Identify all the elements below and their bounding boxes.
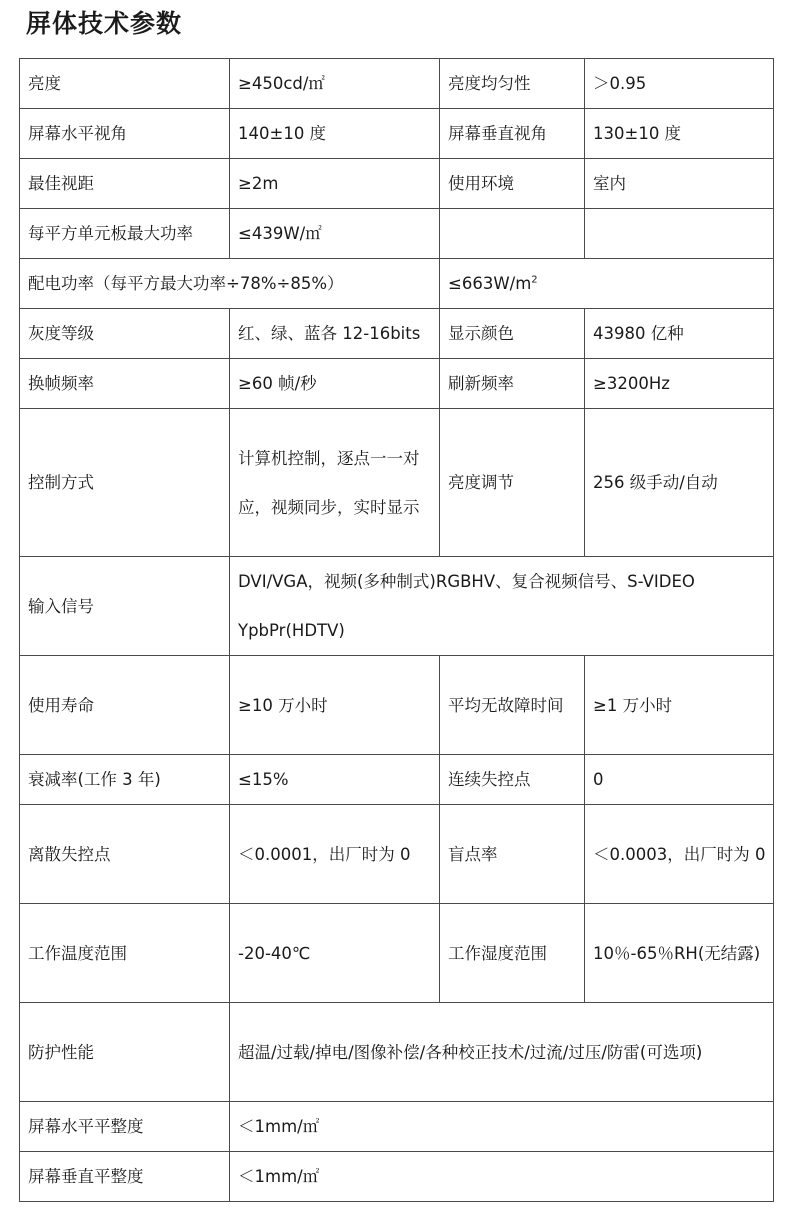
param-value: ≥450cd/㎡: [230, 59, 440, 109]
table-row: [20, 109, 774, 159]
param-name: 每平方单元板最大功率: [20, 209, 230, 259]
param-name: 配电功率（每平方最大功率÷78%÷85%）: [20, 259, 440, 309]
param-name: 亮度: [20, 59, 230, 109]
table-row: [20, 1152, 774, 1202]
param-value: -20-40℃: [230, 904, 440, 1003]
table-row: [20, 409, 774, 557]
table-row: [20, 904, 774, 1003]
param-value: ＜0.0003，出厂时为 0: [585, 805, 774, 904]
param-name: 盲点率: [440, 805, 585, 904]
value-text: ≤663W/m: [448, 274, 532, 293]
param-name: 使用寿命: [20, 656, 230, 755]
table-row: [20, 1102, 774, 1152]
param-value: ≥10 万小时: [230, 656, 440, 755]
param-value: 43980 亿种: [585, 309, 774, 359]
param-name: 屏幕水平视角: [20, 109, 230, 159]
param-value: 计算机控制，逐点一一对应，视频同步，实时显示: [230, 409, 440, 557]
empty-cell: [440, 209, 585, 259]
param-name: 平均无故障时间: [440, 656, 585, 755]
param-name: 刷新频率: [440, 359, 585, 409]
param-value: ≥2m: [230, 159, 440, 209]
table-row: [20, 159, 774, 209]
table-row: [20, 359, 774, 409]
param-value: ＜1mm/㎡: [230, 1102, 774, 1152]
param-value: ≥60 帧/秒: [230, 359, 440, 409]
param-name: 输入信号: [20, 557, 230, 656]
param-name: 最佳视距: [20, 159, 230, 209]
param-name: 使用环境: [440, 159, 585, 209]
param-name: 换帧频率: [20, 359, 230, 409]
param-name: 屏幕水平平整度: [20, 1102, 230, 1152]
table-row: [20, 309, 774, 359]
param-value: ＜1mm/㎡: [230, 1152, 774, 1202]
param-name: 屏幕垂直视角: [440, 109, 585, 159]
param-value: [440, 259, 774, 309]
param-value: ≤439W/㎡: [230, 209, 440, 259]
param-value: DVI/VGA，视频(多种制式)RGBHV、复合视频信号、S-VIDEO YpbPr(HDTV): [230, 557, 774, 656]
spec-table: [19, 58, 774, 1202]
param-value: 红、绿、蓝各 12-16bits: [230, 309, 440, 359]
table-row: [20, 805, 774, 904]
param-value: ＞0.95: [585, 59, 774, 109]
param-value: 140±10 度: [230, 109, 440, 159]
param-name: 工作湿度范围: [440, 904, 585, 1003]
param-value: 0: [585, 755, 774, 805]
param-value: ≥1 万小时: [585, 656, 774, 755]
param-name: 屏幕垂直平整度: [20, 1152, 230, 1202]
superscript: 2: [531, 274, 538, 286]
empty-cell: [585, 209, 774, 259]
param-name: 灰度等级: [20, 309, 230, 359]
param-name: 显示颜色: [440, 309, 585, 359]
table-row: [20, 259, 774, 309]
param-value: 超温/过载/掉电/图像补偿/各种校正技术/过流/过压/防雷(可选项): [230, 1003, 774, 1102]
param-name: 衰减率(工作 3 年): [20, 755, 230, 805]
param-name: 工作温度范围: [20, 904, 230, 1003]
param-name: 亮度均匀性: [440, 59, 585, 109]
param-value: ≤15%: [230, 755, 440, 805]
table-row: [20, 59, 774, 109]
table-row: [20, 755, 774, 805]
param-name: 防护性能: [20, 1003, 230, 1102]
param-name: 控制方式: [20, 409, 230, 557]
table-row: [20, 1003, 774, 1102]
param-value: ＜0.0001，出厂时为 0: [230, 805, 440, 904]
param-name: 连续失控点: [440, 755, 585, 805]
param-value: ≥3200Hz: [585, 359, 774, 409]
param-value: 室内: [585, 159, 774, 209]
page-title: 屏体技术参数: [26, 9, 183, 38]
param-value: 10％-65％RH(无结露): [585, 904, 774, 1003]
param-name: 离散失控点: [20, 805, 230, 904]
table-row: [20, 557, 774, 656]
param-name: 亮度调节: [440, 409, 585, 557]
table-row: [20, 656, 774, 755]
param-value: 256 级手动/自动: [585, 409, 774, 557]
param-value: 130±10 度: [585, 109, 774, 159]
table-row: [20, 209, 774, 259]
